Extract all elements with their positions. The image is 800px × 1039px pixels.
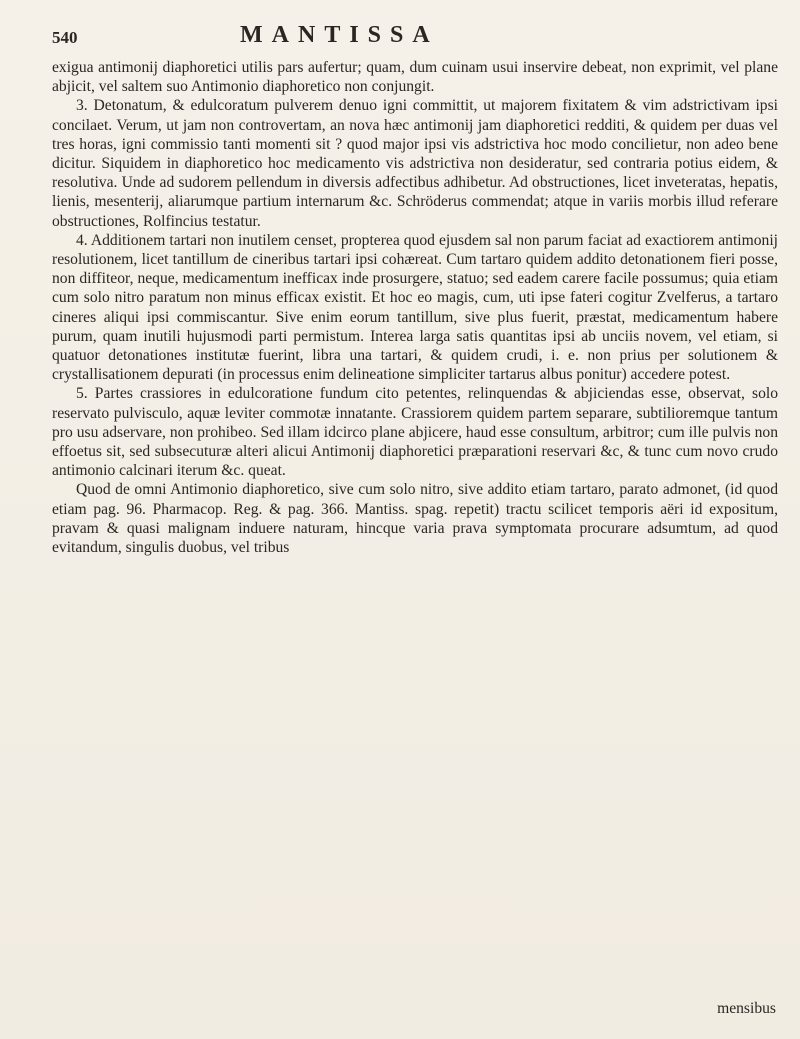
page-number: 540	[52, 28, 78, 47]
page-header	[52, 22, 772, 62]
paragraph-4: 4. Additionem tartari non inutilem censet, propterea quod ejusdem sal non parum faciat ad exactiorem antimonij resolutionem, licet tantillum de cineribus tartari ipsi cohæreat. Cum tartaro quidem addito detonationem fieri posse, non diffiteor, neque, medicamentum inefficax inde prosurgere, statuo; sed eadem carere facile possumus; quia etiam cum solo nitro paratum non minus efficax existit. Et hoc eo magis, cum, uti ipse fateri cogitur Zvelferus, a tartaro cineres aliqui ipsi commiscantur. Sive enim eorum tantillum, sive plus fuerit, præstat, medicamentum habere purum, quam inutili hujusmodi parti permistum. Interea larga satis quantitas ipsi ab unciis novem, vel etiam, si quatuor detonationes institutæ fuerint, libra una tartari, & quidem crudi, i. e. non prius per solutionem & crystallisationem depurati (in processus enim delineatione simpliciter tartarus albus ponitur) accedere potest.	[52, 231, 778, 384]
paragraph-5: 5. Partes crassiores in edulcoratione fundum cito petentes, relinquendas & abjiciendas esse, observat, solo reservato pulvisculo, aquæ leviter commotæ innatante. Crassiorem quidem partem separare, subtilioremque tantum pro usu adservare, non prohibeo. Sed illam idcirco plane abjicere, haud esse consultum, arbitror; cum ille pulvis non effoetus sit, sed subsecuturæ alteri alicui Antimonij diaphoretici præparationi reservari &c, & tunc cum novo crudo antimonio calcinari iterum &c. queat.	[52, 385, 778, 480]
running-head: MANTISSA	[240, 22, 439, 48]
paragraph-3: 3. Detonatum, & edulcoratum pulverem denuo igni committit, ut majorem fixitatem & vim adstrictivam ipsi concilaet. Verum, ut jam non controvertam, an nova hæc antimonij jam diaphoretici redditi, & quidem per duas vel tres horas, igni commissio tanti momenti sit ? quod major ipsi vis adstrictiva hoc modo concilietur, non adeo bene dicitur. Siquidem in diaphoretico hoc medicamento vis adstrictiva non desideratur, sed contraria potius eidem, & resolutiva. Unde ad sudorem pellendum in diversis adfectibus adhibetur. Ad obstructiones, licet inveteratas, hepatis, lienis, mesenterij, aliarumque partium internarum &c. Schröderus commendat; atque in variis morbis illud referare obstructiones, Rolfincius testatur.	[52, 97, 778, 230]
body-text	[52, 58, 778, 557]
paragraph-continuation: exigua antimonij diaphoretici utilis pars aufertur; quam, dum cuinam usui inservire debeat, non exprimit, vel plane abjicit, vel saltem suo Antimonio diaphoretico non conjungit.	[52, 59, 778, 96]
paragraph-final: Quod de omni Antimonio diaphoretico, sive cum solo nitro, sive addito etiam tartaro, parato admonet, (id quod etiam pag. 96. Pharmacop. Reg. & pag. 366. Mantiss. spag. repetit) tractu scilicet temporis aëri id expositum, pravam & quasi malignam induere naturam, hincque varia prava symptomata procurare adsumtum, ad quod evitandum, singulis duobus, vel tribus	[52, 481, 778, 557]
catchword: mensibus	[717, 1000, 776, 1017]
